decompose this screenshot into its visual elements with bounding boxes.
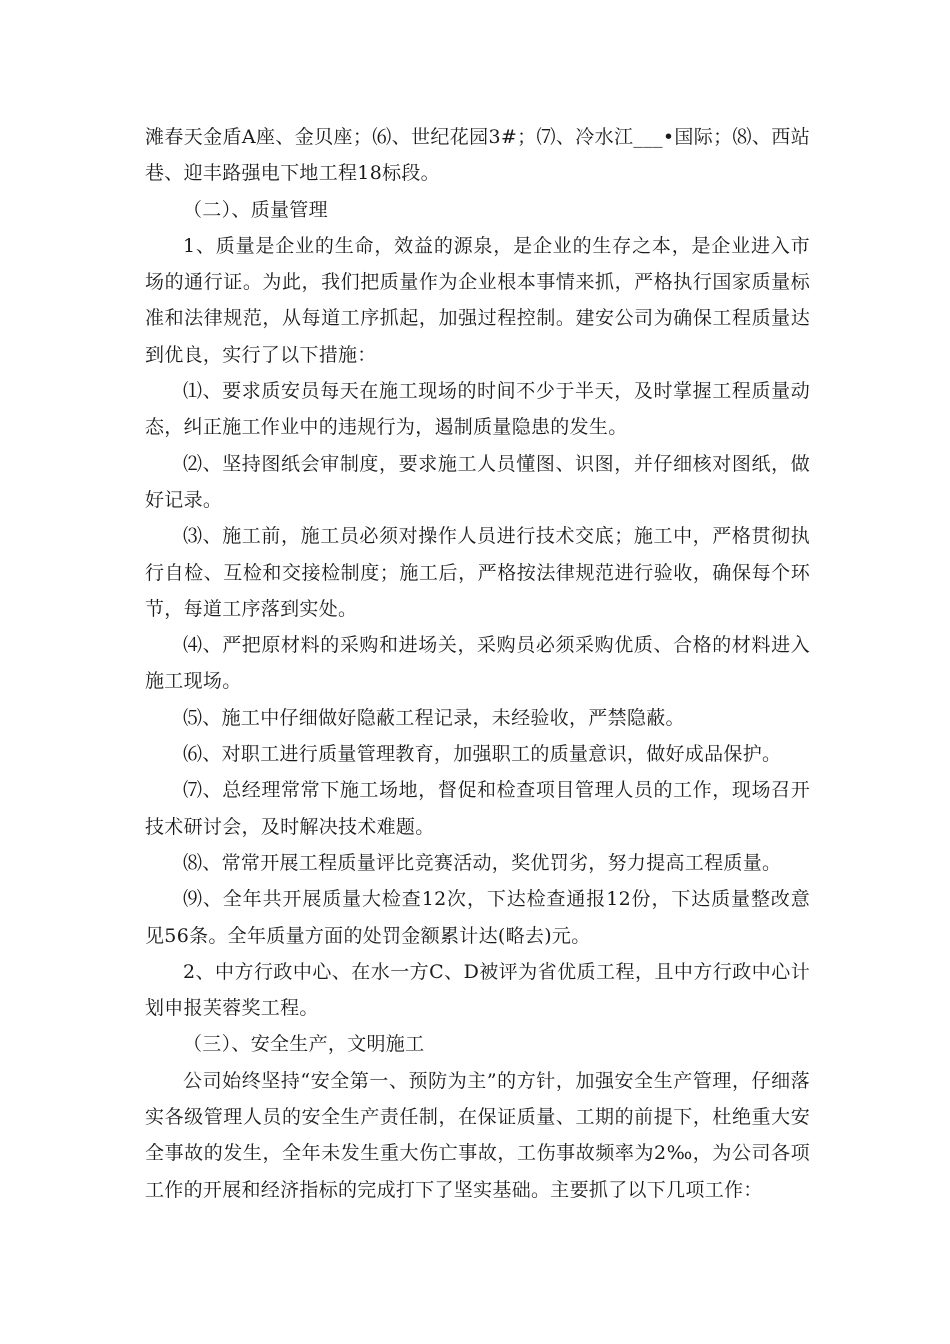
document-body <box>145 119 810 1208</box>
paragraph-safety-intro: 公司始终坚持“安全第一、预防为主”的方针，加强安全生产管理，仔细落实各级管理人员的安全生产责任制，在保证质量、工期的前提下，杜绝重大安全事故的发生，全年未发生重大伤亡事故，工伤事故频率为2‰，为公司各项工作的开展和经济指标的完成打下了坚实基础。主要抓了以下几项工作： <box>145 1069 810 1201</box>
section-heading-quality: （二）、质量管理 <box>183 198 328 221</box>
paragraph-continuation: 滩春天金盾A座、金贝座；⑹、世纪花园3#；⑺、冷水江___•国际；⑻、西站巷、迎丰路强电下地工程18标段。 <box>145 126 810 185</box>
list-item-measure-3: ⑶、施工前，施工员必须对操作人员进行技术交底；施工中，严格贯彻执行自检、互检和交接检制度；施工后，严格按法律规范进行验收，确保每个环节，每道工序落到实处。 <box>145 525 810 620</box>
list-item-measure-9: ⑼、全年共开展质量大检查12次，下达检查通报12份，下达质量整改意见56条。全年质量方面的处罚金额累计达(略去)元。 <box>145 888 810 947</box>
list-item-measure-1: ⑴、要求质安员每天在施工现场的时间不少于半天，及时掌握工程质量动态，纠正施工作业中的违规行为，遏制质量隐患的发生。 <box>145 380 810 439</box>
list-item-measure-5: ⑸、施工中仔细做好隐蔽工程记录，未经验收，严禁隐蔽。 <box>183 706 685 729</box>
paragraph-quality-intro: 1、质量是企业的生命，效益的源泉，是企业的生存之本，是企业进入市场的通行证。为此，我们把质量作为企业根本事情来抓，严格执行国家质量标准和法律规范，从每道工序抓起，加强过程控制。建安公司为确保工程质量达到优良，实行了以下措施： <box>145 234 810 366</box>
list-item-measure-8: ⑻、常常开展工程质量评比竞赛活动，奖优罚劣，努力提高工程质量。 <box>183 851 782 874</box>
list-item-measure-6: ⑹、对职工进行质量管理教育，加强职工的质量意识，做好成品保护。 <box>183 743 782 766</box>
list-item-measure-2: ⑵、坚持图纸会审制度，要求施工人员懂图、识图，并仔细核对图纸，做好记录。 <box>145 452 810 511</box>
section-heading-safety: （三）、安全生产，文明施工 <box>183 1033 425 1056</box>
paragraph-quality-awards: 2、中方行政中心、在水一方C、D被评为省优质工程，且中方行政中心计划申报芙蓉奖工程。 <box>145 960 810 1020</box>
list-item-measure-4: ⑷、严把原材料的采购和进场关，采购员必须采购优质、合格的材料进入施工现场。 <box>145 634 810 693</box>
list-item-measure-7: ⑺、总经理常常下施工场地，督促和检查项目管理人员的工作，现场召开技术研讨会，及时解决技术难题。 <box>145 779 810 838</box>
